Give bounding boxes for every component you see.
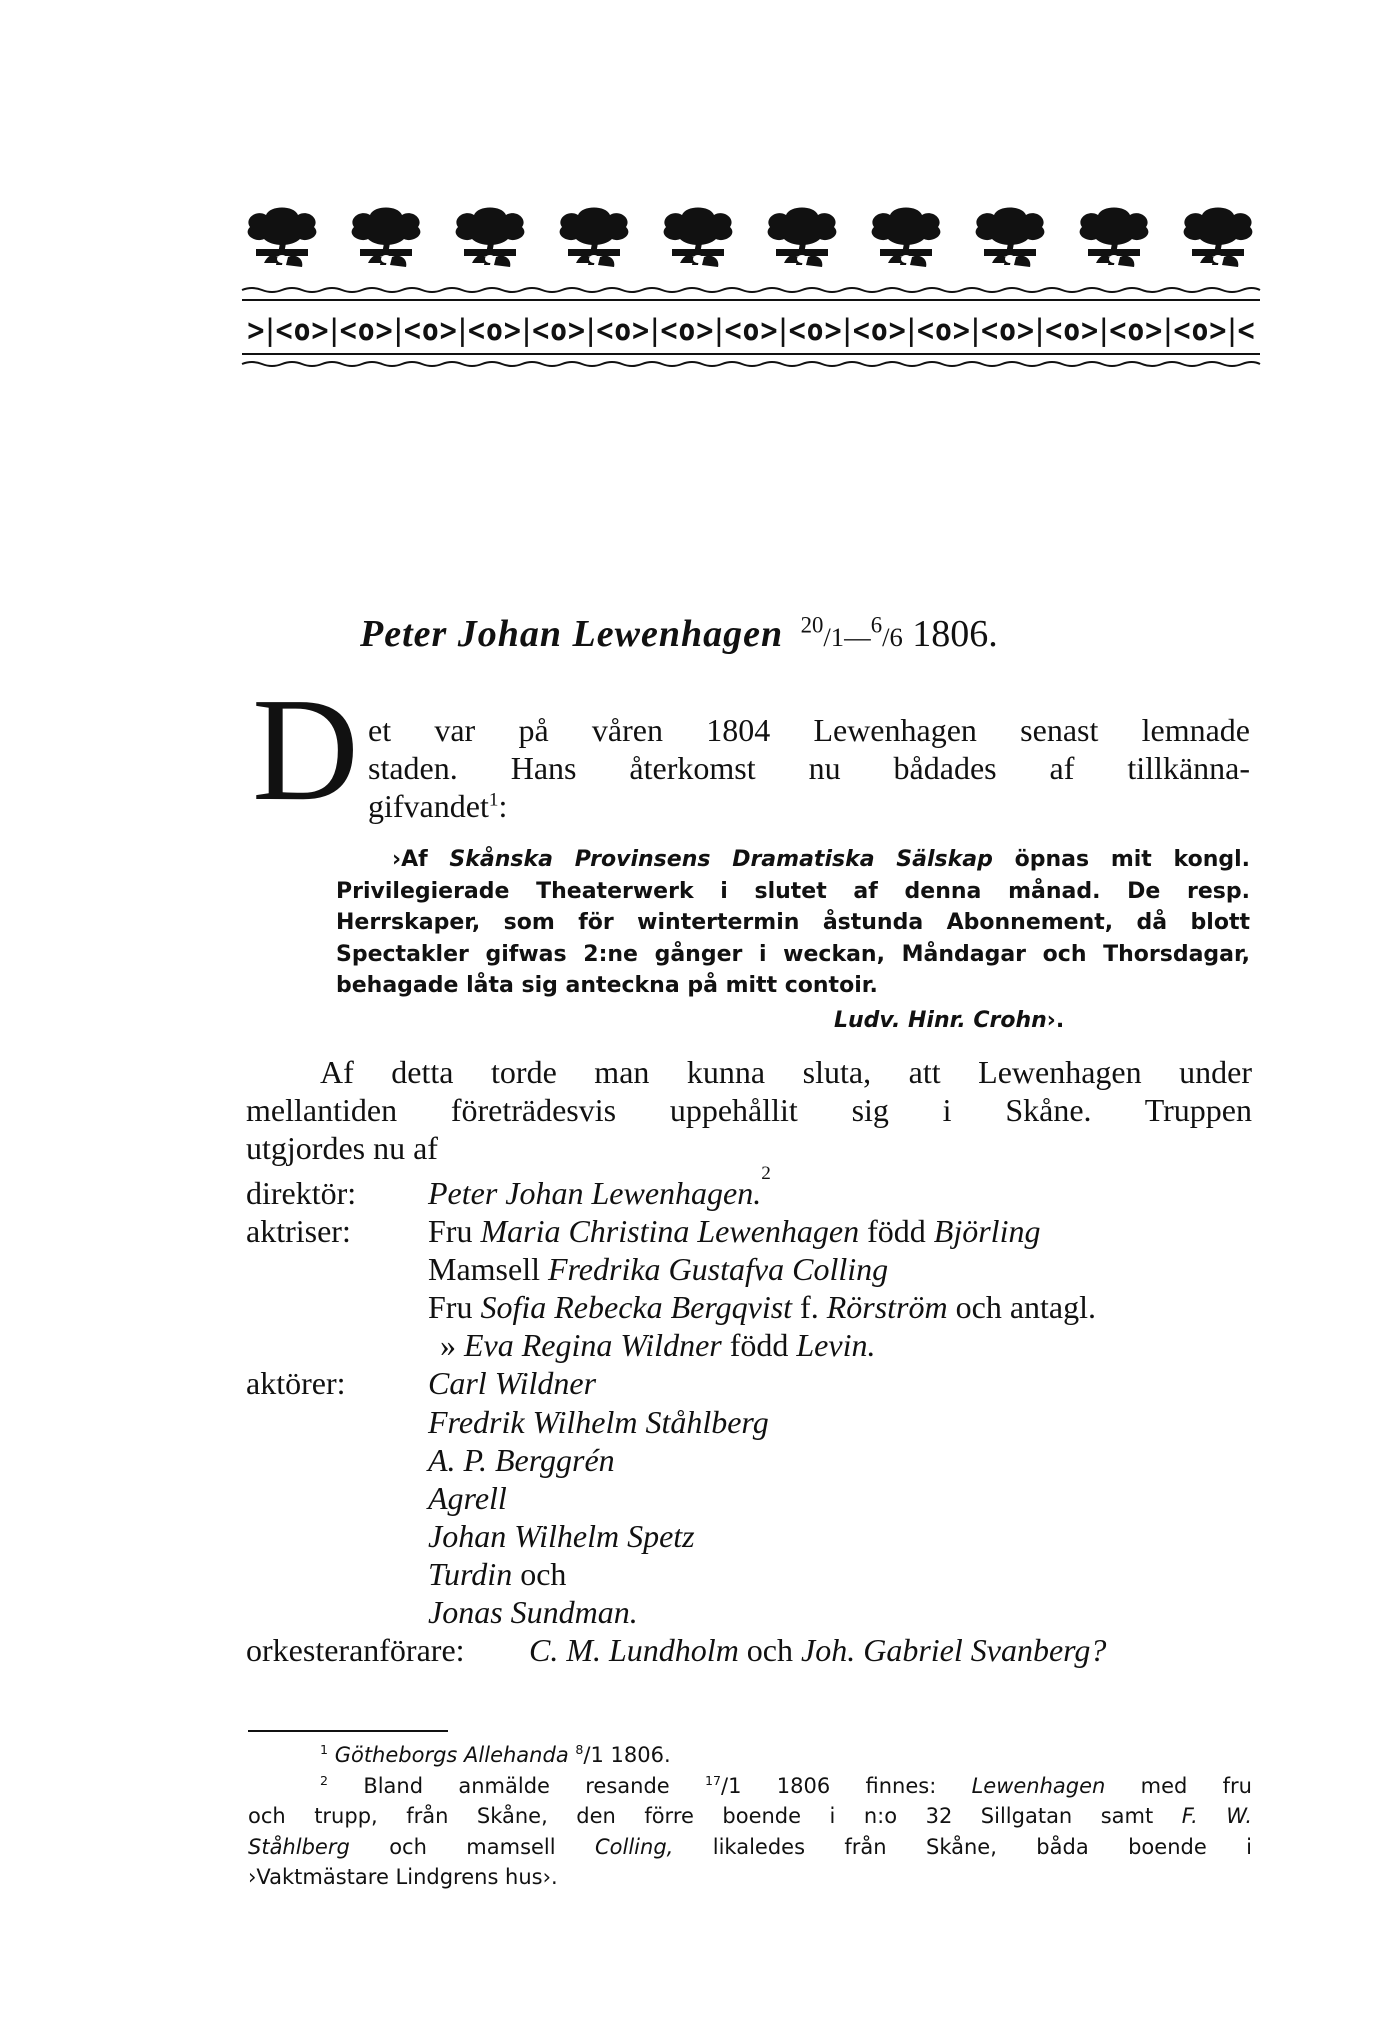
title-dates: $^{20}$/1—$^6$/6 1806. [800,612,998,655]
cast-row-actor [246,1441,1106,1479]
flower-icon [976,208,1045,268]
body-line: Af detta torde man kunna sluta, att Lewenhagen under [320,1054,1252,1090]
cast-name: Eva Regina Wildner [464,1327,722,1364]
footnote-ref: 1 [488,789,499,811]
cast-name: C. M. Lundholm [529,1632,739,1669]
cast-name: Carl Wildner [428,1365,597,1402]
flower-icon [1080,208,1149,268]
ornament-band [242,282,1260,372]
quote-line: ›Af Skånska Provinsens Dramatiska Sälskap öpnas mit kongl. [392,847,1251,872]
cast-row-actress: Fru Sofia Rebecka Bergqvist f. Rörström och antagl. [428,1289,1096,1326]
cast-name: Fredrik Wilhelm Ståhlberg [428,1403,769,1440]
cast-row-actress: » Eva Regina Wildner född Levin. [440,1327,876,1364]
footnote-2-line: och trupp, från Skåne, den förre boende i n:o 32 Sillgatan samt F. W. [248,1804,1252,1828]
cast-label: direktör: [246,1175,357,1211]
cast-row-actor [246,1403,1106,1441]
cast-row-actor [246,1517,1106,1555]
ornament-flower-row [242,205,1260,273]
flower-icon [560,208,629,268]
cast-name: Joh. Gabriel Svanberg? [801,1632,1107,1669]
footnote-2-line: ›Vaktmästare Lindgrens hus›. [248,1865,558,1889]
flower-icon [248,208,317,268]
drop-cap: D [252,668,359,832]
cast-label: orkesteranförare: [246,1632,465,1669]
advert-quote [336,844,1250,1036]
cast-row-actor [246,1593,1106,1631]
cast-label: aktörer: [246,1365,346,1402]
flower-icon [352,208,421,268]
intro-line: staden. Hans återkomst nu bådades af tillkänna- [368,750,1250,786]
ornament-wave-line [242,362,1260,366]
intro-line: gifvandet$^1$: [368,788,508,824]
footnote-1: $^1$ Götheborgs Allehanda $^8$/1 1806. [320,1742,671,1767]
cast-row-actress: aktriser: Fru Maria Christina Lewenhagen född Björling [246,1213,1041,1250]
cast-name: Peter Johan Lewenhagen. [428,1175,762,1211]
footnote-2-line: Ståhlberg och mamsell Colling, likaledes från Skåne, båda boende i [248,1834,1252,1859]
cast-name: Fredrika Gustafva Colling [547,1251,889,1288]
footnote-ref: 2 [761,1163,771,1184]
chapter-title [360,612,998,656]
cast-list [246,1163,1107,1669]
flower-icon [1184,208,1253,268]
flower-icon [664,208,733,268]
flower-icon [872,208,941,268]
body-line: utgjordes nu af [246,1130,438,1166]
cast-name: Agrell [428,1479,507,1516]
cast-row-actor [246,1479,1106,1517]
quote-line: Spectakler gifwas 2:ne gånger i weckan, Måndagar och Thorsdagar, [336,941,1250,967]
quote-line: behagade låta sig anteckna på mitt contoir. [336,973,878,998]
footnotes [248,1740,1252,1893]
cast-row-orchestra: orkesteranförare: C. M. Lundholm och Joh. Gabriel Svanberg? [246,1632,1107,1669]
cast-row-director [246,1163,1106,1212]
flower-icon [768,208,837,268]
intro-line: et var på våren 1804 Lewenhagen senast lemnade [368,712,1250,748]
cast-row-actress: Mamsell Fredrika Gustafva Colling [428,1251,889,1288]
ornament-wave-line [242,288,1260,292]
cast-name: Johan Wilhelm Spetz [428,1517,695,1554]
body-line: mellantiden företrädesvis uppehållit sig i Skåne. Truppen [246,1092,1252,1128]
quote-signature: Ludv. Hinr. Crohn›. [834,1007,1065,1033]
footnote-rule [248,1730,448,1732]
cast-label: aktriser: [246,1213,351,1250]
cast-row-actor: Turdin och [428,1555,567,1592]
cast-name: Turdin [428,1555,513,1592]
cast-name: Maria Christina Lewenhagen [480,1213,860,1250]
cast-name: A. P. Berggrén [428,1441,615,1478]
quote-line: Herrskaper, som för wintertermin åstunda Abonnement, då blott [336,910,1250,935]
cast-row-actor [246,1364,1106,1402]
cast-name: Sofia Rebecka Bergqvist [480,1289,793,1326]
flower-icon [456,208,525,268]
cast-name: Jonas Sundman. [428,1594,638,1631]
footnote-2: $^2$ Bland anmälde resande $^{17}$/1 1806 finnes: Lewenhagen med fru [320,1772,1252,1798]
quote-line: Privilegierade Theaterwerk i slutet af denna månad. De resp. [336,878,1250,904]
ornament-pattern: >|<o>|<o>|<o>|<o>|<o>|<o>|<o>|<o>|<o>|<o>|<o>|<o>|<o>|<o>|<o>|< [246,313,1256,347]
title-name: Peter Johan Lewenhagen [360,613,784,655]
